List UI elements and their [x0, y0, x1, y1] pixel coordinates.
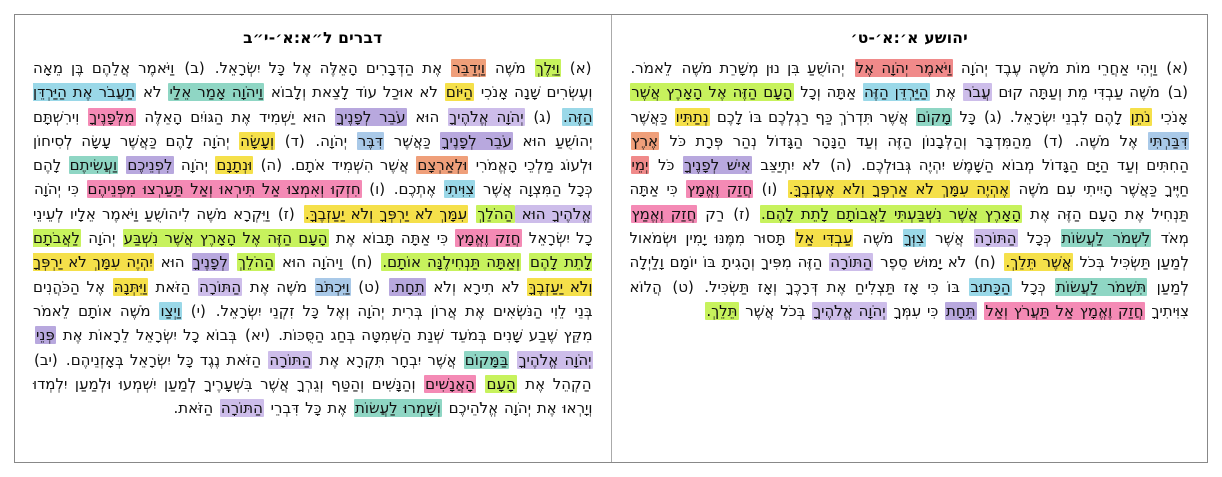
- highlighted-phrase: יְמֵי: [631, 156, 649, 175]
- verse-text-run: לֹא יָמוּשׁ סֵפֶר: [874, 253, 967, 272]
- verse-text-run: הַחִתִּים וְעַד הַיָּם הַגָּדוֹל מְבוֹא הַשָּׁמֶשׁ יִהְיֶה גְּבוּלְכֶם.: [853, 156, 1189, 175]
- highlighted-phrase: הָעָם הַזֶּה אֶל הָאָרֶץ אֲשֶׁר: [631, 83, 793, 102]
- verse-text-run: אֶתְכֶם.: [387, 180, 443, 199]
- highlighted-phrase: וַיִּכְתֹּב: [315, 277, 350, 296]
- verse-text-run: (ד): [1033, 131, 1064, 150]
- verse-text-run: לָהֶם כְּכָל הַמִּצְוָה אֲשֶׁר: [33, 156, 593, 199]
- verse-text-run: וַיֹּאמֶר אֲלֵהֶם בֶּן מֵאָה וְעֶשְׂרִים שָׁנָה אָנֹכִי: [33, 59, 593, 102]
- verse-text-run: תָּסוּר מִמֶּנּוּ יָמִין וּשְׂמֹאול לְמַעַן תַּשְׂכִּיל בְּכֹל: [629, 229, 1189, 272]
- highlighted-phrase: וַיְצַו: [160, 301, 181, 320]
- highlighted-phrase: לְפָנֶיךָ: [192, 253, 228, 272]
- verse-text-run: הַזֹּאת: [148, 277, 198, 296]
- verse-text-run: [778, 180, 787, 198]
- highlighted-phrase: עֹבֵר לְפָנֶיךָ: [336, 107, 406, 126]
- verse-text-run: מֵהַמִּדְבָּר וְהַלְּבָנוֹן הַזֶּה וְעַד הַנָּהָר הַגָּדוֹל נְהַר פְּרָת כֹּל: [660, 131, 1032, 150]
- verse-text-run: כְּכָל: [1018, 229, 1060, 248]
- highlighted-phrase: חִזְקוּ וְאִמְצוּ אַל תִּירְאוּ וְאַל תַּעַרְצוּ מִפְּנֵיהֶם: [87, 180, 361, 199]
- verse-text-run: אֲשֶׁר תִּדְרֹךְ כַּף רַגְלְכֶם בּוֹ לָכֶם: [710, 107, 915, 126]
- verse-text-run: אֶל הַכֹּהֲנִים בְּנֵי לֵוִי הַנֹּשְׂאִים אֶת אֲרוֹן בְּרִית יְהֹוָה וְאֶל כָּל זִקְנֵי יִשְׂרָאֵל.: [33, 277, 593, 320]
- highlighted-phrase: חֲזַק וֶאֱמַץ: [631, 204, 697, 223]
- column-devarim: [15, 15, 611, 462]
- highlighted-phrase: וּלְאַרְצָם: [417, 156, 468, 175]
- verse-text-run: הַקְהֵל אֶת: [517, 374, 592, 393]
- highlighted-phrase: עִמָּךְ לֹא יַרְפְּךָ וְלֹא יַעַזְבֶךָּ.: [304, 204, 468, 223]
- verse-text-run: יְהֹוָה: [174, 156, 215, 175]
- verse-text-run: אַתָּה וְכָל: [794, 83, 863, 102]
- verse-text-run: (ב): [1161, 83, 1188, 102]
- highlighted-phrase: הַתּוֹרָה: [220, 399, 263, 418]
- verse-text-run: (ג): [525, 107, 552, 126]
- verse-text-devarim: [33, 56, 593, 420]
- verse-text-run: לֹא תִירָא וְלֹא: [426, 277, 527, 296]
- highlighted-phrase: צִוִּיתִי: [444, 180, 475, 199]
- verse-text-run: [845, 59, 854, 77]
- verse-text-run: אֶל מֹשֶׁה.: [1065, 131, 1148, 150]
- verse-text-run: (א): [1159, 59, 1189, 77]
- highlighted-phrase: דִּבֶּר: [357, 131, 384, 150]
- verse-text-run: מֹשֶׁה: [487, 59, 534, 77]
- verse-text-run: [1152, 108, 1160, 126]
- highlighted-phrase: הַתּוֹרָה: [974, 229, 1017, 248]
- verse-text-run: וִירִשְׁתָּם יְהוֹשֻׁעַ הוּא: [33, 107, 593, 150]
- verse-text-run: בְּכֹל אֲשֶׁר: [739, 301, 812, 320]
- verse-text-run: (ז): [271, 204, 295, 223]
- highlighted-phrase: הָאֲנָשִׁים: [425, 374, 475, 393]
- highlighted-phrase: תִּשְׁמֹר לַעֲשׂוֹת: [1056, 277, 1147, 296]
- verse-text-run: [521, 253, 529, 271]
- highlighted-phrase: אִישׁ לְפָנֶיךָ: [683, 156, 751, 175]
- verse-text-run: הַזֹּאת.: [173, 399, 219, 418]
- verse-text-run: יְהֹוָה: [82, 229, 122, 248]
- verse-text-run: הַזֹּאת נֶגֶד כָּל יִשְׂרָאֵל בְּאָזְנֵיהֶם.: [59, 350, 268, 369]
- highlighted-phrase: תֵחָת.: [390, 277, 425, 296]
- verse-text-run: אֲשֶׁר: [926, 229, 973, 248]
- verse-text-run: יְהֹוָה.: [306, 131, 356, 150]
- verse-text-run: (י): [182, 301, 206, 320]
- verse-text-run: בּוֹ כִּי אָז תַּצְלִיחַ אֶת דְּרָכֶךָ וְאָז תַּשְׂכִּיל.: [695, 277, 969, 296]
- verse-text-run: הֲלוֹא צִוִּיתִיךָ: [629, 277, 1189, 320]
- highlighted-phrase: וּנְתָנָם: [216, 156, 253, 175]
- highlighted-phrase: אֲשֶׁר תֵּלֵךְ.: [1005, 253, 1072, 272]
- highlighted-phrase: הַתּוֹרָה: [830, 253, 873, 272]
- highlighted-phrase: תֵּלֵךְ.: [706, 301, 738, 320]
- highlighted-phrase: יְהֹוָה אֱלֹהֶיךָ: [813, 301, 886, 320]
- highlighted-phrase: וַיְדַבֵּר: [452, 59, 486, 77]
- highlighted-phrase: וַיֹּאמֶר יְהֹוָה אֶל: [855, 59, 952, 77]
- highlighted-phrase: אֶהְיֶה עִמָּךְ לֹא אַרְפְּךָ וְלֹא אֶעֶזְבֶךָּ.: [788, 180, 1010, 199]
- highlighted-phrase: הָאָרֶץ אֲשֶׁר נִשְׁבַּעְתִּי לַאֲבוֹתָם לָתֵת לָהֶם.: [760, 204, 1022, 223]
- verse-text-run: [229, 253, 237, 271]
- highlighted-phrase: הַהֹלֵךְ: [477, 204, 514, 223]
- highlighted-phrase: תַעֲבֹר אֶת הַיַּרְדֵּן הַזֶּה.: [33, 83, 593, 126]
- verse-text-run: וַיְהִי אַחֲרֵי מוֹת מֹשֶׁה עֶבֶד יְהֹוָה: [953, 59, 1158, 77]
- verse-text-run: (ט): [663, 277, 694, 296]
- highlighted-phrase: הַיּוֹם: [445, 83, 474, 102]
- verse-text-run: רַק: [698, 204, 725, 223]
- verse-text-run: אֲשֶׁר יִבְחָר תִּקְרָא אֶת: [313, 350, 463, 369]
- verse-text-run: (ט): [351, 277, 380, 296]
- verse-text-run: מֹשֶׁה אֶת: [243, 277, 314, 296]
- verse-text-run: כִּי עִמְּךָ: [887, 301, 945, 320]
- verse-text-run: אֶת כָּל דִּבְרֵי: [264, 399, 354, 418]
- verse-text-run: [552, 108, 562, 126]
- verse-text-run: כֹּל: [650, 156, 682, 175]
- two-column-comparison-panel: [14, 14, 1208, 463]
- verse-text-run: בְּבוֹא כָל יִשְׂרָאֵל לֵרָאוֹת אֶת: [56, 326, 237, 345]
- verse-text-run: כְּכָל: [1012, 277, 1054, 296]
- verse-text-run: מֹשֶׁה אוֹתָם לֵאמֹר מִקֵּץ שֶׁבַע שָׁנִים בְּמֹעֵד שְׁנַת הַשְּׁמִטָּה בְּחַג הַסֻּכּוֹת.: [33, 301, 593, 345]
- highlighted-phrase: וַיהֹוָה אָמַר אֵלַי: [169, 83, 263, 102]
- verse-text-run: וְהַנָּשִׁים וְהַטַּף וְגֵרְךָ אֲשֶׁר בִּשְׁעָרֶיךָ לְמַעַן יִשְׁמְעוּ וּלְמַעַן יִלְמְדוּ וְיָרְאוּ אֶת יְהֹוָה אֱלֹהֵיכֶם: [33, 374, 593, 418]
- highlighted-phrase: חֲזַק וֶאֱמָץ: [456, 229, 521, 248]
- highlighted-phrase: לִפְנֵיכֶם: [127, 156, 173, 175]
- verse-text-run: לֹא: [137, 83, 168, 102]
- highlighted-phrase: וְאַתָּה תַּנְחִילֶנָּה אוֹתָם.: [382, 253, 521, 272]
- verse-text-run: לָהֶם לִבְנֵי יִשְׂרָאֵל.: [1003, 107, 1129, 126]
- verse-text-run: (ה): [822, 156, 852, 175]
- verse-text-run: לֹא אוּכַל עוֹד לָצֵאת וְלָבוֹא: [264, 83, 444, 102]
- highlighted-phrase: הָעָם: [486, 374, 516, 393]
- highlighted-phrase: חֲזַק וֶאֱמָץ אַל תַּעֲרֹץ וְאַל: [985, 301, 1144, 320]
- verse-text-run: (ח): [344, 253, 373, 272]
- verse-text-yehoshua: [630, 56, 1190, 323]
- highlighted-phrase: נֹתֵן: [1130, 107, 1151, 126]
- highlighted-phrase: הַהֹלֵךְ: [237, 253, 274, 272]
- column-yehoshua: [612, 15, 1208, 462]
- verse-text-run: וַיהֹוָה הוּא: [276, 253, 343, 272]
- verse-text-run: (ו): [362, 180, 386, 199]
- verse-text-run: אֲשֶׁר הִשְׁמִיד אֹתָם.: [284, 156, 416, 175]
- verse-text-run: אֶת: [930, 83, 962, 102]
- highlighted-phrase: דִּבַּרְתִּי: [1149, 131, 1188, 150]
- verse-text-run: [751, 205, 760, 223]
- highlighted-phrase: אֶרֶץ: [631, 131, 659, 150]
- highlighted-phrase: לִשְׁמֹר לַעֲשׂוֹת: [1061, 229, 1151, 248]
- highlighted-phrase: נְתַתִּיו: [675, 107, 709, 126]
- verse-text-run: כִּי יְהֹוָה: [34, 180, 86, 199]
- verse-text-run: כַּאֲשֶׁר: [385, 131, 440, 150]
- highlighted-phrase: חֲזַק וֶאֱמָץ: [687, 180, 753, 199]
- highlighted-phrase: וַעֲשִׂיתֶם: [69, 156, 118, 175]
- verse-text-run: לֹא יִתְיַצֵּב: [752, 156, 821, 175]
- highlighted-phrase: וַיִּתְּנָהּ: [113, 277, 147, 296]
- highlighted-phrase: יְהֹוָה אֱלֹהֶיךָ: [449, 107, 524, 126]
- verse-text-run: לֵאמֹר.: [630, 59, 680, 77]
- verse-text-run: (ח): [968, 253, 996, 272]
- highlighted-phrase: בַּמָּקוֹם: [464, 350, 509, 369]
- highlighted-phrase: יִהְיֶה עִמָּךְ לֹא יַרְפְּךָ וְלֹא יַעַזְבֶךָּ: [33, 253, 593, 296]
- highlighted-phrase: מָקוֹם: [916, 107, 952, 126]
- column-title-devarim: דברים ל״א:א׳-י״ב: [243, 29, 383, 47]
- highlighted-phrase: מִלְּפָנֶיךָ: [89, 107, 135, 126]
- verse-text-run: (יא): [238, 326, 271, 345]
- verse-text-run: יְהֹוָה לָהֶם כַּאֲשֶׁר עָשָׂה לְסִיחוֹן וּלְעוֹג מַלְכֵי הָאֱמֹרִי: [33, 131, 593, 175]
- highlighted-phrase: הַתּוֹרָה: [199, 277, 242, 296]
- verse-text-run: הוּא: [154, 253, 191, 272]
- highlighted-phrase: הַכָּתוּב: [970, 277, 1011, 296]
- verse-text-run: אֶת הַדְּבָרִים הָאֵלֶּה אֶל כָּל יִשְׂרָאֵל.: [206, 59, 451, 77]
- highlighted-phrase: וְעָשָׂה: [240, 131, 275, 150]
- verse-text-run: מֹשֶׁה: [854, 229, 902, 248]
- verse-text-run: מֹשֶׁה עַבְדִּי מֵת וְעַתָּה קוּם: [992, 83, 1160, 102]
- highlighted-phrase: עֹבֵר לְפָנֶיךָ: [441, 131, 512, 150]
- verse-text-run: כַּאֲשֶׁר: [630, 107, 674, 126]
- highlighted-phrase: וְשָׁמְרוּ לַעֲשׂוֹת: [355, 399, 441, 418]
- highlighted-phrase: צִוְּךָ: [903, 229, 925, 248]
- column-title-yehoshua: יהושע א׳:א׳-ט׳: [850, 29, 968, 47]
- verse-text-run: אָנֹכִי: [1160, 107, 1188, 126]
- highlighted-phrase: הַיַּרְדֵּן הַזֶּה: [864, 83, 929, 102]
- verse-text-run: (ד): [276, 131, 305, 150]
- verse-text-run: מְאֹד: [1152, 229, 1189, 248]
- verse-text-run: (א): [561, 59, 592, 77]
- verse-text-run: חַיֶּיךָ כַּאֲשֶׁר הָיִיתִי עִם מֹשֶׁה: [1011, 180, 1190, 199]
- verse-text-run: הַזֶּה מִפִּיךָ וְהָגִיתָ בּוֹ יוֹמָם וָלַיְלָה לְמַעַן: [629, 253, 1189, 296]
- verse-text-run: [296, 205, 304, 223]
- verse-text-run: (ו): [754, 180, 778, 199]
- verse-text-run: (ה): [254, 156, 283, 175]
- highlighted-phrase: הָעָם הַזֶּה אֶל הָאָרֶץ אֲשֶׁר נִשְׁבַּע: [123, 229, 328, 248]
- verse-text-run: (ג): [977, 107, 1002, 126]
- highlighted-phrase: עֲבֹר: [963, 83, 991, 102]
- verse-text-run: הוּא יַשְׁמִיד אֶת הַגּוֹיִם הָאֵלֶּה: [136, 107, 335, 126]
- highlighted-phrase: אֱלֹהֶיךָ הוּא: [515, 204, 592, 223]
- highlighted-phrase: לַאֲבֹתָם לָתֵת לָהֶם: [33, 229, 593, 272]
- verse-text-run: כָּל: [953, 107, 976, 126]
- verse-text-run: (ז): [726, 204, 751, 223]
- verse-text-run: (יב): [34, 350, 58, 369]
- highlighted-phrase: פְּנֵי: [36, 326, 55, 345]
- verse-text-run: כִּי אַתָּה תַּנְחִיל אֶת הָעָם הַזֶּה אֶת: [629, 180, 1189, 223]
- highlighted-phrase: עַבְדִּי אַל: [795, 229, 853, 248]
- verse-text-run: (ב): [176, 59, 205, 77]
- verse-text-run: כִּי אַתָּה תָּבוֹא אֶת: [329, 229, 455, 248]
- verse-text-run: יְהוֹשֻׁעַ בִּן נוּן מְשָׁרֵת מֹשֶׁה: [681, 59, 845, 77]
- verse-text-run: הוּא: [407, 107, 448, 126]
- highlighted-phrase: הַתּוֹרָה: [269, 350, 312, 369]
- highlighted-phrase: תֵּחָת: [946, 301, 976, 320]
- highlighted-phrase: יְהֹוָה אֱלֹהֶיךָ: [518, 350, 592, 369]
- highlighted-phrase: וַיֵּלֶךְ: [535, 59, 560, 77]
- verse-text-run: וַיִּקְרָא מֹשֶׁה לִיהוֹשֻׁעַ וַיֹּאמֶר אֵלָיו לְעֵינֵי כָל יִשְׂרָאֵל: [33, 204, 593, 248]
